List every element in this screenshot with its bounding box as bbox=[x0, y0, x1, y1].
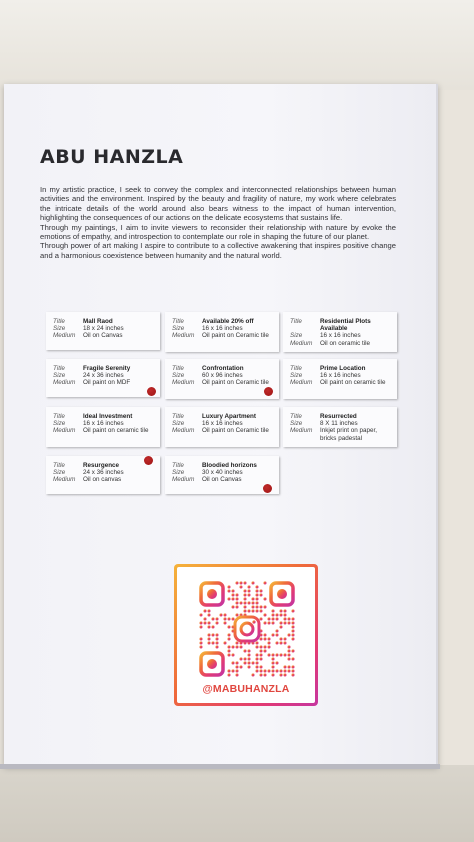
field-label-title: Title bbox=[172, 318, 184, 325]
qr-module bbox=[240, 666, 243, 669]
sold-dot bbox=[147, 387, 156, 396]
qr-module bbox=[264, 622, 267, 625]
qr-module bbox=[268, 622, 271, 625]
qr-module bbox=[272, 654, 275, 657]
artwork-size: 16 x 16 inches bbox=[320, 332, 361, 340]
qr-module bbox=[244, 650, 247, 653]
qr-module bbox=[216, 638, 219, 641]
qr-module bbox=[280, 674, 283, 677]
qr-module bbox=[248, 610, 251, 613]
field-label-medium: Medium bbox=[53, 332, 76, 340]
artwork-title: Resurrected bbox=[320, 413, 357, 420]
qr-module bbox=[256, 590, 259, 593]
qr-module bbox=[272, 670, 275, 673]
artwork-medium: Oil on Canvas bbox=[202, 476, 242, 484]
panel-edge bbox=[0, 764, 440, 769]
sold-dot bbox=[144, 456, 153, 465]
field-label-size: Size bbox=[53, 469, 66, 477]
field-label-title: Title bbox=[53, 365, 65, 372]
qr-module bbox=[220, 614, 223, 617]
qr-module bbox=[248, 666, 251, 669]
field-label-medium: Medium bbox=[53, 476, 76, 484]
qr-module bbox=[228, 586, 231, 589]
artwork-title: Mall Raod bbox=[83, 318, 113, 325]
field-label-medium: Medium bbox=[290, 379, 313, 387]
qr-module bbox=[236, 670, 239, 673]
qr-module bbox=[204, 618, 207, 621]
qr-module bbox=[228, 674, 231, 677]
field-label-size: Size bbox=[290, 332, 303, 340]
field-label-title: Title bbox=[290, 318, 302, 325]
artist-statement bbox=[40, 185, 396, 260]
qr-module bbox=[272, 622, 275, 625]
qr-module bbox=[256, 666, 259, 669]
artwork-label bbox=[46, 312, 160, 350]
qr-module bbox=[292, 670, 295, 673]
qr-module bbox=[232, 670, 235, 673]
qr-module bbox=[204, 610, 207, 613]
qr-module bbox=[224, 614, 227, 617]
sold-dot bbox=[264, 387, 273, 396]
qr-module bbox=[260, 670, 263, 673]
qr-module bbox=[232, 618, 235, 621]
artwork-title: Fragile Serenity bbox=[83, 365, 131, 372]
qr-module bbox=[284, 638, 287, 641]
qr-module bbox=[256, 662, 259, 665]
qr-module bbox=[268, 618, 271, 621]
qr-module bbox=[284, 654, 287, 657]
field-label-medium: Medium bbox=[172, 476, 195, 484]
qr-module bbox=[260, 674, 263, 677]
qr-module bbox=[264, 646, 267, 649]
qr-module bbox=[212, 634, 215, 637]
qr-module bbox=[264, 634, 267, 637]
qr-module bbox=[288, 618, 291, 621]
artwork-label bbox=[46, 407, 160, 447]
artwork-title: Available 20% off bbox=[202, 318, 254, 325]
artwork-title: Luxury Apartment bbox=[202, 413, 256, 420]
qr-module bbox=[252, 582, 255, 585]
qr-module bbox=[260, 666, 263, 669]
qr-module bbox=[280, 654, 283, 657]
qr-module bbox=[272, 662, 275, 665]
qr-module bbox=[200, 614, 203, 617]
artwork-label bbox=[283, 407, 397, 447]
field-label-medium: Medium bbox=[172, 427, 195, 435]
qr-module bbox=[236, 674, 239, 677]
qr-module bbox=[284, 666, 287, 669]
qr-code[interactable] bbox=[199, 581, 295, 677]
qr-module bbox=[288, 646, 291, 649]
field-label-title: Title bbox=[53, 413, 65, 420]
qr-module bbox=[224, 642, 227, 645]
qr-module bbox=[212, 626, 215, 629]
qr-module bbox=[288, 650, 291, 653]
statement-paragraph: In my artistic practice, I seek to convey the complex and interconnected relationships between human activities and the environment. Inspired by the beauty and fragility of nature, my work where celebrates the intricate details of the world around also bears witness to the impact of human intervention, highlighting the consequences of our actions on the delicate ecosystems that sustains life. bbox=[40, 185, 396, 223]
field-label-size: Size bbox=[172, 420, 185, 428]
artwork-title: Prime Location bbox=[320, 365, 366, 372]
qr-module bbox=[284, 622, 287, 625]
artist-name: ABU HANZLA bbox=[40, 146, 184, 168]
artwork-medium: Oil paint on ceramic tile bbox=[320, 379, 386, 387]
qr-module bbox=[228, 590, 231, 593]
qr-module bbox=[276, 642, 279, 645]
qr-module bbox=[248, 658, 251, 661]
qr-module bbox=[208, 642, 211, 645]
qr-module bbox=[280, 614, 283, 617]
artwork-medium: Inkjet print on paper, bricks padestal bbox=[320, 427, 378, 442]
qr-module bbox=[272, 610, 275, 613]
qr-module bbox=[248, 662, 251, 665]
qr-module bbox=[252, 606, 255, 609]
qr-module bbox=[244, 598, 247, 601]
qr-module bbox=[264, 582, 267, 585]
qr-module bbox=[216, 618, 219, 621]
qr-module bbox=[292, 618, 295, 621]
artwork-size: 16 x 16 inches bbox=[202, 420, 243, 428]
qr-module bbox=[232, 606, 235, 609]
qr-module bbox=[240, 582, 243, 585]
instagram-icon bbox=[235, 617, 259, 641]
qr-module bbox=[200, 642, 203, 645]
qr-module bbox=[256, 642, 259, 645]
qr-module bbox=[268, 670, 271, 673]
artwork-label bbox=[165, 312, 279, 352]
field-label-title: Title bbox=[172, 365, 184, 372]
field-label-title: Title bbox=[290, 413, 302, 420]
qr-module bbox=[256, 602, 259, 605]
qr-module bbox=[292, 634, 295, 637]
qr-module bbox=[264, 638, 267, 641]
qr-module bbox=[236, 642, 239, 645]
qr-module bbox=[260, 638, 263, 641]
qr-module bbox=[228, 670, 231, 673]
qr-module bbox=[284, 670, 287, 673]
qr-module bbox=[244, 594, 247, 597]
qr-module bbox=[240, 586, 243, 589]
qr-module bbox=[232, 662, 235, 665]
field-label-title: Title bbox=[53, 318, 65, 325]
qr-module bbox=[248, 654, 251, 657]
field-label-size: Size bbox=[172, 325, 185, 333]
qr-module bbox=[280, 610, 283, 613]
artwork-size: 18 x 24 inches bbox=[83, 325, 124, 333]
qr-module bbox=[224, 618, 227, 621]
qr-module bbox=[260, 650, 263, 653]
qr-module bbox=[216, 646, 219, 649]
qr-module bbox=[244, 662, 247, 665]
qr-module bbox=[248, 650, 251, 653]
qr-module bbox=[240, 646, 243, 649]
qr-module bbox=[232, 598, 235, 601]
field-label-medium: Medium bbox=[290, 427, 313, 435]
artwork-medium: Oil paint on Ceramic tile bbox=[202, 379, 269, 387]
qr-module bbox=[252, 662, 255, 665]
field-label-size: Size bbox=[290, 372, 303, 380]
field-label-size: Size bbox=[172, 372, 185, 380]
qr-module bbox=[200, 622, 203, 625]
field-label-size: Size bbox=[172, 469, 185, 477]
qr-module bbox=[268, 638, 271, 641]
qr-module bbox=[252, 674, 255, 677]
qr-module bbox=[284, 614, 287, 617]
qr-module bbox=[276, 614, 279, 617]
artwork-size: 24 x 36 inches bbox=[83, 372, 124, 380]
qr-module bbox=[252, 602, 255, 605]
qr-module bbox=[236, 646, 239, 649]
qr-module bbox=[224, 622, 227, 625]
field-label-title: Title bbox=[172, 462, 184, 469]
qr-module bbox=[268, 642, 271, 645]
qr-module bbox=[200, 626, 203, 629]
artwork-label bbox=[46, 456, 160, 494]
qr-module bbox=[284, 642, 287, 645]
qr-module bbox=[284, 610, 287, 613]
qr-module bbox=[212, 618, 215, 621]
artwork-label bbox=[283, 312, 397, 352]
qr-module bbox=[252, 610, 255, 613]
qr-module bbox=[232, 646, 235, 649]
qr-module bbox=[272, 674, 275, 677]
qr-module bbox=[284, 618, 287, 621]
qr-module bbox=[292, 658, 295, 661]
qr-module bbox=[208, 614, 211, 617]
qr-module bbox=[252, 598, 255, 601]
qr-module bbox=[244, 582, 247, 585]
qr-module bbox=[248, 586, 251, 589]
qr-module bbox=[232, 590, 235, 593]
qr-module bbox=[264, 674, 267, 677]
qr-module bbox=[280, 670, 283, 673]
qr-module bbox=[236, 662, 239, 665]
qr-finder-bottom-left-center bbox=[207, 659, 217, 669]
qr-module bbox=[228, 626, 231, 629]
field-label-title: Title bbox=[172, 413, 184, 420]
qr-module bbox=[236, 614, 239, 617]
qr-module bbox=[280, 638, 283, 641]
wall-bottom bbox=[0, 765, 474, 842]
qr-module bbox=[288, 622, 291, 625]
qr-module bbox=[236, 594, 239, 597]
qr-module bbox=[272, 614, 275, 617]
field-label-size: Size bbox=[53, 420, 66, 428]
qr-module bbox=[292, 638, 295, 641]
qr-module bbox=[256, 594, 259, 597]
artwork-label bbox=[46, 359, 160, 397]
qr-module bbox=[292, 626, 295, 629]
artwork-size: 60 x 96 inches bbox=[202, 372, 243, 380]
artwork-size: 16 x 16 inches bbox=[202, 325, 243, 333]
qr-module bbox=[236, 606, 239, 609]
qr-module bbox=[268, 654, 271, 657]
qr-module bbox=[216, 622, 219, 625]
qr-module bbox=[264, 614, 267, 617]
statement-paragraph: Through my paintings, I aim to invite viewers to reconsider their relationship with nature by evoke the emotions of empathy, and introspection to contemplate our role in shaping the future of our planet. bbox=[40, 222, 396, 242]
qr-module bbox=[208, 626, 211, 629]
sold-dot bbox=[263, 484, 272, 493]
qr-module bbox=[256, 610, 259, 613]
wall-top bbox=[0, 0, 474, 90]
qr-module bbox=[256, 598, 259, 601]
qr-module bbox=[256, 658, 259, 661]
qr-module bbox=[236, 602, 239, 605]
qr-finder-top-left-center bbox=[207, 589, 217, 599]
qr-module bbox=[208, 610, 211, 613]
qr-module bbox=[228, 650, 231, 653]
qr-module bbox=[228, 654, 231, 657]
qr-module bbox=[264, 606, 267, 609]
qr-module bbox=[248, 602, 251, 605]
qr-module bbox=[272, 634, 275, 637]
qr-module bbox=[264, 670, 267, 673]
field-label-size: Size bbox=[53, 372, 66, 380]
artwork-medium: Oil on Canvas bbox=[83, 332, 123, 340]
qr-module bbox=[272, 618, 275, 621]
field-label-medium: Medium bbox=[172, 332, 195, 340]
artwork-medium: Oil on ceramic tile bbox=[320, 339, 371, 347]
field-label-title: Title bbox=[290, 365, 302, 372]
qr-module bbox=[260, 618, 263, 621]
qr-module bbox=[208, 622, 211, 625]
qr-module bbox=[260, 658, 263, 661]
qr-module bbox=[244, 602, 247, 605]
qr-module bbox=[208, 638, 211, 641]
artwork-medium: Oil paint on Ceramic tile bbox=[202, 332, 269, 340]
qr-module bbox=[204, 622, 207, 625]
qr-finder-top-right-center bbox=[277, 589, 287, 599]
qr-module bbox=[236, 582, 239, 585]
qr-module bbox=[216, 634, 219, 637]
qr-module bbox=[260, 654, 263, 657]
qr-module bbox=[256, 654, 259, 657]
artwork-size: 8 X 11 inches bbox=[320, 420, 358, 428]
artwork-title: Resurgence bbox=[83, 462, 120, 469]
qr-module bbox=[276, 670, 279, 673]
artwork-label bbox=[283, 359, 397, 399]
field-label-medium: Medium bbox=[172, 379, 195, 387]
qr-module bbox=[272, 658, 275, 661]
qr-module bbox=[276, 630, 279, 633]
qr-module bbox=[244, 610, 247, 613]
qr-module bbox=[292, 674, 295, 677]
qr-module bbox=[260, 606, 263, 609]
artwork-size: 16 x 16 inches bbox=[320, 372, 361, 380]
qr-module bbox=[280, 642, 283, 645]
qr-module bbox=[244, 658, 247, 661]
field-label-medium: Medium bbox=[53, 379, 76, 387]
qr-module bbox=[260, 646, 263, 649]
qr-module bbox=[248, 590, 251, 593]
qr-module bbox=[284, 674, 287, 677]
qr-module bbox=[228, 598, 231, 601]
field-label-size: Size bbox=[290, 420, 303, 428]
qr-module bbox=[264, 598, 267, 601]
qr-module bbox=[236, 666, 239, 669]
artwork-size: 24 x 36 inches bbox=[83, 469, 124, 477]
field-label-size: Size bbox=[53, 325, 66, 333]
qr-module bbox=[228, 646, 231, 649]
qr-module bbox=[236, 598, 239, 601]
artwork-label bbox=[165, 456, 279, 494]
qr-module bbox=[228, 638, 231, 641]
qr-module bbox=[276, 654, 279, 657]
qr-module bbox=[256, 606, 259, 609]
qr-module bbox=[292, 666, 295, 669]
artwork-medium: Oil on canvas bbox=[83, 476, 122, 484]
qr-module bbox=[208, 634, 211, 637]
qr-module bbox=[200, 638, 203, 641]
qr-module bbox=[288, 634, 291, 637]
artwork-label bbox=[165, 407, 279, 447]
artwork-medium: Oil paint on MDF bbox=[83, 379, 131, 387]
qr-module bbox=[228, 618, 231, 621]
qr-module bbox=[256, 670, 259, 673]
qr-module bbox=[212, 642, 215, 645]
qr-module bbox=[292, 650, 295, 653]
qr-module bbox=[292, 610, 295, 613]
qr-module bbox=[260, 610, 263, 613]
artwork-label bbox=[165, 359, 279, 399]
qr-module bbox=[280, 622, 283, 625]
qr-module bbox=[240, 658, 243, 661]
qr-module bbox=[288, 658, 291, 661]
qr-module bbox=[232, 594, 235, 597]
qr-module bbox=[200, 646, 203, 649]
qr-module bbox=[288, 670, 291, 673]
qr-module bbox=[268, 646, 271, 649]
qr-module bbox=[244, 606, 247, 609]
instagram-handle: @MABUHANZLA bbox=[202, 683, 290, 695]
qr-module bbox=[276, 618, 279, 621]
field-label-title: Title bbox=[53, 462, 65, 469]
qr-module bbox=[288, 666, 291, 669]
qr-module bbox=[256, 586, 259, 589]
qr-module bbox=[260, 594, 263, 597]
artwork-title: Residential Plots Available bbox=[320, 318, 371, 333]
field-label-medium: Medium bbox=[53, 427, 76, 435]
qr-module bbox=[292, 622, 295, 625]
artwork-size: 30 x 40 inches bbox=[202, 469, 243, 477]
artwork-size: 16 x 16 inches bbox=[83, 420, 124, 428]
qr-module bbox=[240, 602, 243, 605]
artwork-title: Confrontation bbox=[202, 365, 244, 372]
qr-module bbox=[272, 666, 275, 669]
qr-module bbox=[292, 630, 295, 633]
qr-module bbox=[216, 642, 219, 645]
statement-paragraph: Through power of art making I aspire to contribute to a collective awakening that inspires positive change and a harmonious coexistence between humanity and the natural world. bbox=[40, 241, 396, 260]
qr-module bbox=[288, 654, 291, 657]
instagram-qr-card[interactable] bbox=[174, 564, 318, 706]
qr-module bbox=[248, 594, 251, 597]
artwork-title: Ideal Investment bbox=[83, 413, 133, 420]
qr-module bbox=[260, 590, 263, 593]
qr-module bbox=[256, 646, 259, 649]
qr-module bbox=[264, 650, 267, 653]
artwork-medium: Oil paint on Ceramic tile bbox=[202, 427, 269, 435]
artwork-medium: Oil paint on ceramic tile bbox=[83, 427, 149, 435]
qr-module bbox=[276, 662, 279, 665]
qr-card-inner bbox=[177, 567, 315, 703]
qr-module bbox=[276, 634, 279, 637]
field-label-medium: Medium bbox=[290, 339, 313, 347]
qr-module bbox=[232, 654, 235, 657]
qr-module bbox=[280, 626, 283, 629]
qr-module bbox=[244, 590, 247, 593]
qr-module bbox=[228, 634, 231, 637]
artwork-title: Bloodied horizons bbox=[202, 462, 257, 469]
